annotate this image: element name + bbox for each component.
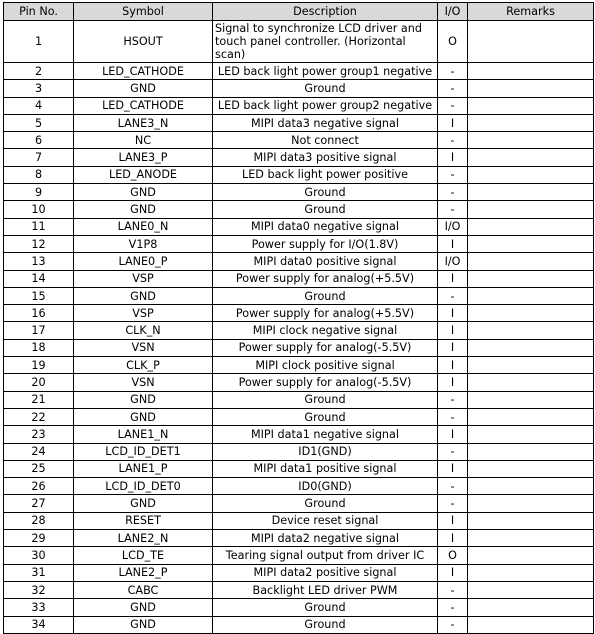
symbol-cell: VSN xyxy=(74,374,213,391)
remarks-cell xyxy=(468,270,594,287)
remarks-cell xyxy=(468,530,594,547)
io-cell: - xyxy=(438,581,468,598)
description-cell: MIPI clock negative signal xyxy=(213,322,438,339)
pin-number-cell: 30 xyxy=(4,547,74,564)
table-body xyxy=(4,21,594,634)
pin-number-cell: 9 xyxy=(4,184,74,201)
table-row xyxy=(4,547,594,564)
symbol-cell: LANE0_P xyxy=(74,253,213,270)
io-cell: I xyxy=(438,460,468,477)
symbol-cell: CLK_P xyxy=(74,357,213,374)
header-remarks: Remarks xyxy=(468,3,594,21)
symbol-cell: GND xyxy=(74,408,213,425)
description-cell: MIPI data0 positive signal xyxy=(213,253,438,270)
pin-number-cell: 28 xyxy=(4,512,74,529)
symbol-cell: NC xyxy=(74,132,213,149)
symbol-cell: LED_ANODE xyxy=(74,166,213,183)
io-cell: I/O xyxy=(438,253,468,270)
remarks-cell xyxy=(468,184,594,201)
pin-number-cell: 22 xyxy=(4,408,74,425)
description-cell: Ground xyxy=(213,616,438,633)
io-cell: I xyxy=(438,235,468,252)
remarks-cell xyxy=(468,149,594,166)
io-cell: - xyxy=(438,80,468,97)
description-cell: Tearing signal output from driver IC xyxy=(213,547,438,564)
pin-number-cell: 34 xyxy=(4,616,74,633)
symbol-cell: CLK_N xyxy=(74,322,213,339)
header-description: Description xyxy=(213,3,438,21)
description-cell: Not connect xyxy=(213,132,438,149)
remarks-cell xyxy=(468,443,594,460)
table-row xyxy=(4,478,594,495)
pin-number-cell: 16 xyxy=(4,305,74,322)
description-cell: Ground xyxy=(213,184,438,201)
description-cell: Ground xyxy=(213,287,438,304)
io-cell: I xyxy=(438,564,468,581)
remarks-cell xyxy=(468,599,594,616)
io-cell: I xyxy=(438,530,468,547)
pin-number-cell: 27 xyxy=(4,495,74,512)
table-row xyxy=(4,235,594,252)
io-cell: - xyxy=(438,599,468,616)
symbol-cell: LCD_ID_DET0 xyxy=(74,478,213,495)
io-cell: - xyxy=(438,63,468,80)
description-cell: Power supply for I/O(1.8V) xyxy=(213,235,438,252)
table-row xyxy=(4,581,594,598)
table-row xyxy=(4,218,594,235)
symbol-cell: VSN xyxy=(74,339,213,356)
remarks-cell xyxy=(468,564,594,581)
io-cell: I/O xyxy=(438,218,468,235)
pin-number-cell: 2 xyxy=(4,63,74,80)
pin-number-cell: 3 xyxy=(4,80,74,97)
description-cell: MIPI data2 positive signal xyxy=(213,564,438,581)
pin-number-cell: 33 xyxy=(4,599,74,616)
remarks-cell xyxy=(468,426,594,443)
header-io: I/O xyxy=(438,3,468,21)
remarks-cell xyxy=(468,97,594,114)
symbol-cell: GND xyxy=(74,201,213,218)
table-row xyxy=(4,270,594,287)
pin-number-cell: 10 xyxy=(4,201,74,218)
description-cell: LED back light power group1 negative xyxy=(213,63,438,80)
remarks-cell xyxy=(468,322,594,339)
description-cell: MIPI data3 negative signal xyxy=(213,114,438,131)
remarks-cell xyxy=(468,616,594,633)
remarks-cell xyxy=(468,287,594,304)
io-cell: O xyxy=(438,547,468,564)
remarks-cell xyxy=(468,21,594,63)
remarks-cell xyxy=(468,512,594,529)
table-row xyxy=(4,339,594,356)
description-cell: Backlight LED driver PWM xyxy=(213,581,438,598)
io-cell: I xyxy=(438,149,468,166)
symbol-cell: RESET xyxy=(74,512,213,529)
io-cell: I xyxy=(438,114,468,131)
table-row xyxy=(4,63,594,80)
symbol-cell: LCD_ID_DET1 xyxy=(74,443,213,460)
io-cell: - xyxy=(438,391,468,408)
description-cell: MIPI data3 positive signal xyxy=(213,149,438,166)
remarks-cell xyxy=(468,495,594,512)
pin-number-cell: 25 xyxy=(4,460,74,477)
symbol-cell: GND xyxy=(74,184,213,201)
header-row xyxy=(4,3,594,21)
table-row xyxy=(4,166,594,183)
description-cell: ID0(GND) xyxy=(213,478,438,495)
io-cell: I xyxy=(438,270,468,287)
io-cell: - xyxy=(438,287,468,304)
table-row xyxy=(4,201,594,218)
pin-number-cell: 11 xyxy=(4,218,74,235)
symbol-cell: LANE2_N xyxy=(74,530,213,547)
table-row xyxy=(4,322,594,339)
description-cell: Ground xyxy=(213,495,438,512)
symbol-cell: VSP xyxy=(74,305,213,322)
symbol-cell: GND xyxy=(74,287,213,304)
io-cell: - xyxy=(438,495,468,512)
description-cell: Ground xyxy=(213,599,438,616)
symbol-cell: LANE0_N xyxy=(74,218,213,235)
pin-number-cell: 6 xyxy=(4,132,74,149)
symbol-cell: CABC xyxy=(74,581,213,598)
pin-number-cell: 1 xyxy=(4,21,74,63)
remarks-cell xyxy=(468,305,594,322)
symbol-cell: V1P8 xyxy=(74,235,213,252)
remarks-cell xyxy=(468,63,594,80)
symbol-cell: LANE3_N xyxy=(74,114,213,131)
table-row xyxy=(4,149,594,166)
io-cell: - xyxy=(438,184,468,201)
symbol-cell: LANE2_P xyxy=(74,564,213,581)
symbol-cell: GND xyxy=(74,599,213,616)
table-row xyxy=(4,305,594,322)
description-cell: ID1(GND) xyxy=(213,443,438,460)
description-cell: MIPI data1 negative signal xyxy=(213,426,438,443)
io-cell: - xyxy=(438,443,468,460)
symbol-cell: VSP xyxy=(74,270,213,287)
symbol-cell: LANE1_P xyxy=(74,460,213,477)
table-row xyxy=(4,374,594,391)
description-cell: MIPI clock positive signal xyxy=(213,357,438,374)
pin-number-cell: 17 xyxy=(4,322,74,339)
table-row xyxy=(4,97,594,114)
symbol-cell: HSOUT xyxy=(74,21,213,63)
description-cell: MIPI data1 positive signal xyxy=(213,460,438,477)
table-row xyxy=(4,21,594,63)
remarks-cell xyxy=(468,460,594,477)
table-row xyxy=(4,287,594,304)
remarks-cell xyxy=(468,166,594,183)
remarks-cell xyxy=(468,132,594,149)
pin-number-cell: 23 xyxy=(4,426,74,443)
table-row xyxy=(4,599,594,616)
remarks-cell xyxy=(468,80,594,97)
symbol-cell: GND xyxy=(74,616,213,633)
remarks-cell xyxy=(468,478,594,495)
description-cell: LED back light power positive xyxy=(213,166,438,183)
pin-number-cell: 31 xyxy=(4,564,74,581)
pin-number-cell: 14 xyxy=(4,270,74,287)
remarks-cell xyxy=(468,218,594,235)
pin-number-cell: 20 xyxy=(4,374,74,391)
table-row xyxy=(4,357,594,374)
description-cell: Ground xyxy=(213,201,438,218)
pin-number-cell: 8 xyxy=(4,166,74,183)
table-row xyxy=(4,460,594,477)
io-cell: I xyxy=(438,322,468,339)
io-cell: I xyxy=(438,339,468,356)
remarks-cell xyxy=(468,374,594,391)
io-cell: I xyxy=(438,305,468,322)
io-cell: - xyxy=(438,616,468,633)
table-row xyxy=(4,616,594,633)
symbol-cell: GND xyxy=(74,391,213,408)
pin-assignment-table xyxy=(3,2,594,634)
table-row xyxy=(4,80,594,97)
symbol-cell: LANE3_P xyxy=(74,149,213,166)
symbol-cell: LED_CATHODE xyxy=(74,97,213,114)
symbol-cell: GND xyxy=(74,80,213,97)
remarks-cell xyxy=(468,201,594,218)
table-row xyxy=(4,132,594,149)
table-row xyxy=(4,512,594,529)
table-row xyxy=(4,530,594,547)
io-cell: I xyxy=(438,357,468,374)
description-cell: Device reset signal xyxy=(213,512,438,529)
table-row xyxy=(4,426,594,443)
symbol-cell: LCD_TE xyxy=(74,547,213,564)
io-cell: - xyxy=(438,97,468,114)
table-row xyxy=(4,443,594,460)
io-cell: I xyxy=(438,512,468,529)
remarks-cell xyxy=(468,391,594,408)
remarks-cell xyxy=(468,408,594,425)
table-row xyxy=(4,253,594,270)
description-cell: Ground xyxy=(213,391,438,408)
description-cell: MIPI data0 negative signal xyxy=(213,218,438,235)
remarks-cell xyxy=(468,339,594,356)
table-row xyxy=(4,495,594,512)
description-cell: Power supply for analog(-5.5V) xyxy=(213,339,438,356)
table-row xyxy=(4,408,594,425)
description-cell: Ground xyxy=(213,80,438,97)
io-cell: O xyxy=(438,21,468,63)
header-symbol: Symbol xyxy=(74,3,213,21)
table-row xyxy=(4,564,594,581)
pin-number-cell: 15 xyxy=(4,287,74,304)
description-cell: Signal to synchronize LCD driver and touch panel controller. (Horizontal scan) xyxy=(213,21,438,63)
io-cell: I xyxy=(438,426,468,443)
io-cell: I xyxy=(438,374,468,391)
table-row xyxy=(4,391,594,408)
pin-number-cell: 24 xyxy=(4,443,74,460)
io-cell: - xyxy=(438,166,468,183)
remarks-cell xyxy=(468,547,594,564)
io-cell: - xyxy=(438,201,468,218)
remarks-cell xyxy=(468,235,594,252)
description-cell: MIPI data2 negative signal xyxy=(213,530,438,547)
description-cell: LED back light power group2 negative xyxy=(213,97,438,114)
pin-number-cell: 18 xyxy=(4,339,74,356)
header-pin-no: Pin No. xyxy=(4,3,74,21)
pin-number-cell: 4 xyxy=(4,97,74,114)
pin-number-cell: 29 xyxy=(4,530,74,547)
symbol-cell: LANE1_N xyxy=(74,426,213,443)
io-cell: - xyxy=(438,132,468,149)
pin-number-cell: 5 xyxy=(4,114,74,131)
pin-number-cell: 26 xyxy=(4,478,74,495)
table-header xyxy=(4,3,594,21)
description-cell: Power supply for analog(+5.5V) xyxy=(213,270,438,287)
remarks-cell xyxy=(468,114,594,131)
remarks-cell xyxy=(468,581,594,598)
description-cell: Power supply for analog(+5.5V) xyxy=(213,305,438,322)
pin-number-cell: 12 xyxy=(4,235,74,252)
pin-number-cell: 32 xyxy=(4,581,74,598)
remarks-cell xyxy=(468,253,594,270)
pin-number-cell: 21 xyxy=(4,391,74,408)
pin-number-cell: 7 xyxy=(4,149,74,166)
table-row xyxy=(4,114,594,131)
pin-number-cell: 19 xyxy=(4,357,74,374)
description-cell: Ground xyxy=(213,408,438,425)
io-cell: - xyxy=(438,478,468,495)
io-cell: - xyxy=(438,408,468,425)
remarks-cell xyxy=(468,357,594,374)
symbol-cell: GND xyxy=(74,495,213,512)
pin-number-cell: 13 xyxy=(4,253,74,270)
description-cell: Power supply for analog(-5.5V) xyxy=(213,374,438,391)
table-row xyxy=(4,184,594,201)
symbol-cell: LED_CATHODE xyxy=(74,63,213,80)
